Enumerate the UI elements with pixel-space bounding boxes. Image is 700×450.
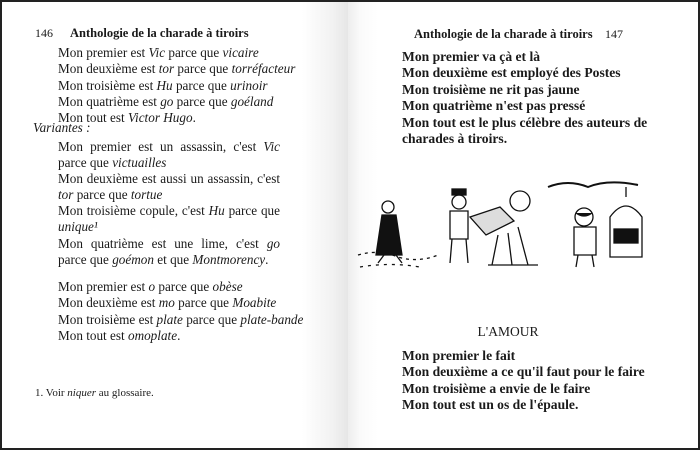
text-segment: parce que [165,45,223,60]
text-line [402,49,647,65]
poem-victor-hugo [58,45,295,126]
italic-word: victuailles [112,155,167,171]
italic-word: Hu [208,203,225,219]
text-line [58,312,303,328]
italic-word: tortue [130,187,163,203]
italic-word: plate [156,311,183,327]
text-line [58,203,280,235]
italic-word: torréfacteur [231,61,296,77]
running-head: Anthologie de la charade à tiroirs [70,26,249,40]
text-line [402,364,645,380]
text-line [402,348,645,364]
bird-and-gallant-figure [548,182,642,267]
text-line [58,139,280,171]
text-segment: Mon tout est un os de l'épaule. [402,397,579,413]
text-segment: . [192,110,196,126]
text-segment: parce que [174,295,233,311]
text-segment: Mon troisième est [58,77,157,93]
italic-word: Vic [263,139,280,154]
footnote [35,387,154,399]
italic-word: omoplate [127,327,178,343]
text-segment: parce que [173,93,231,109]
text-segment: Mon deuxième est [58,295,159,311]
text-segment: Mon premier est [58,279,149,294]
postman-figure [450,189,538,265]
page-number: 146 [35,26,53,40]
text-segment: Mon premier va çà et là [402,49,541,64]
variants-label: Variantes : [33,120,91,135]
walking-priest-figure [358,201,438,267]
text-segment: parce que [58,155,113,171]
text-segment: Mon quatrième n'est pas pressé [402,98,586,114]
italic-word: Montmorency [192,251,266,267]
text-line [58,78,295,94]
text-segment: au glossaire. [96,387,154,399]
italic-word: Hu [156,77,173,93]
italic-word: goémon [112,251,154,267]
text-segment: Mon deuxième est employé des Postes [402,65,621,81]
text-line [402,381,645,397]
text-segment: parce que [155,279,213,294]
text-segment: Mon quatrième est une lime, c'est [58,235,267,251]
text-segment: Mon tout est [58,110,128,126]
text-segment: charades à tiroirs. [402,131,508,147]
italic-word: go [266,235,280,251]
italic-word: tor [58,187,74,203]
illustration [348,177,698,277]
text-segment: parce que [224,203,280,219]
italic-word: mo [158,295,175,311]
italic-word: Victor Hugo [127,110,193,126]
italic-word: o [148,279,156,294]
right-page [348,2,698,448]
text-segment: 1. Voir [35,387,68,399]
text-line [402,397,645,413]
left-page [2,2,348,448]
text-segment: Mon quatrième est [58,93,161,109]
text-line [58,171,280,203]
text-segment: parce que [174,61,232,77]
text-line [58,110,295,126]
italic-word: niquer [67,387,97,399]
text-segment: Mon tout est [58,327,128,343]
text-segment: . [177,327,181,343]
text-line [58,279,303,295]
poem-l-amour [402,348,645,414]
text-line [402,131,647,147]
text-line [402,65,647,81]
text-line [58,45,295,61]
section-title: L'AMOUR [477,324,539,339]
text-line [402,98,647,114]
text-segment: Mon deuxième est [58,61,159,77]
text-segment: Mon deuxième a ce qu'il faut pour le faire [402,364,645,380]
italic-word: tor [158,61,175,77]
text-segment: Mon premier est [58,45,149,60]
italic-word: plate-bande [240,311,304,327]
poem-charade [402,49,647,147]
text-segment: . [265,251,269,267]
italic-word: Moabite [232,295,277,311]
italic-word: go [160,93,174,109]
text-segment: Mon troisième est [58,311,157,327]
italic-word: goéland [230,93,274,109]
text-segment: Mon troisième copule, c'est [58,203,209,219]
text-line [58,61,295,77]
text-segment: Mon premier le fait [402,348,516,363]
variants-list [58,139,280,268]
text-line [58,295,303,311]
italic-word: Vic [148,45,166,60]
text-segment: parce que [172,77,231,93]
text-line [58,236,280,268]
text-line [402,82,647,98]
poem-omoplate [58,279,303,344]
text-segment: Mon premier est un assassin, c'est [58,139,264,154]
text-segment: Mon tout est le plus célèbre des auteurs de [402,114,648,130]
text-segment: et que [153,251,193,267]
text-segment: parce que [58,251,113,267]
running-head: Anthologie de la charade à tiroirs [414,27,593,41]
text-segment: Mon troisième ne rit pas jaune [402,81,580,97]
text-segment: parce que [182,311,241,327]
text-segment: Mon troisième a envie de le faire [402,380,591,396]
italic-word: obèse [212,279,243,294]
text-line [58,94,295,110]
text-line [402,115,647,131]
italic-word: unique¹ [58,219,98,235]
text-segment: parce que [73,187,131,203]
italic-word: urinoir [230,77,268,93]
italic-word: vicaire [222,45,259,60]
text-segment: Mon deuxième est aussi un assassin, c'est [58,171,280,187]
page-number: 147 [605,27,623,41]
text-line [58,328,303,344]
